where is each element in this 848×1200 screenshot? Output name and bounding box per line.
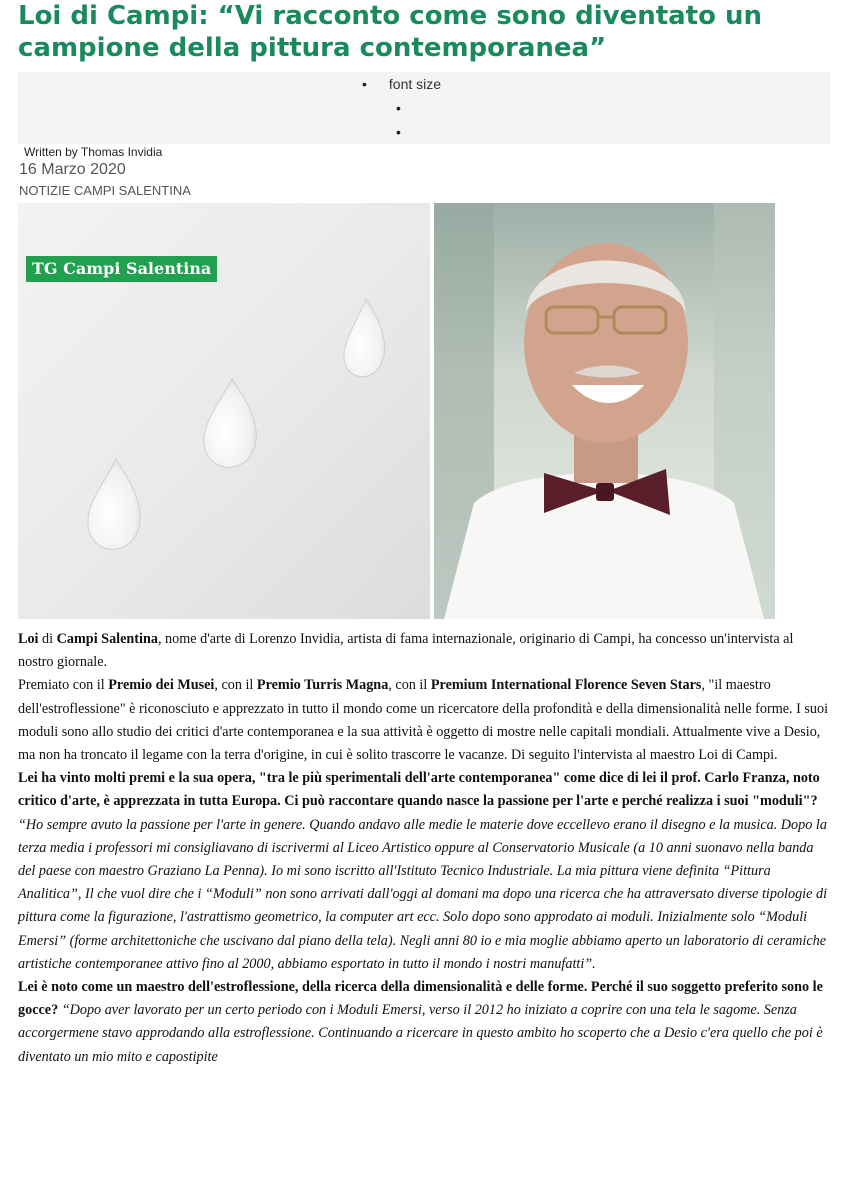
bold-text: Premio dei Musei bbox=[108, 677, 215, 694]
bullet-icon bbox=[396, 124, 401, 140]
interview-answer: “Dopo aver lavorato per un certo periodo con i Moduli Emersi, verso il 2012 ho iniziato a coprire con una tela le sagome. Senza accorgermene stavo approdando alla estroflessione. Continuando a ricercare in questo ambito ho scoperto che a Desio c'era quello che poi è diventato un mio mito e capostipite bbox=[18, 1002, 823, 1065]
body-text: , "il maestro dell'estroflessione" è riconosciuto e apprezzato in tutto il mondo come un ricercatore della profondità e della dimensionalità nelle forme. I suoi moduli sono allo studio dei critici d'arte contemporanea e la sua attività è oggetto di mostre nelle capitali mondiali. Attualmente vive a Desio, ma non ha troncato il legame con la terra d'origine, in cui è solito trascorre le vacanze. Di seguito l'intervista al maestro Loi di Campi. bbox=[18, 677, 829, 764]
article-paragraph bbox=[18, 628, 830, 674]
interview-question: Lei è noto come un maestro dell'estroflessione, della ricerca della dimensionalità e delle forme. Perché il suo soggetto preferito sono le gocce? bbox=[18, 979, 823, 1019]
drop-shape bbox=[204, 379, 256, 467]
drop-shape bbox=[88, 459, 140, 549]
drop-shape bbox=[344, 299, 385, 377]
article-paragraph bbox=[18, 767, 830, 976]
bold-text: Loi bbox=[18, 631, 39, 647]
drops-artwork-image bbox=[18, 203, 430, 619]
tg-campi-salentina-logo: TG Campi Salentina bbox=[26, 256, 217, 282]
interview-answer: “Ho sempre avuto la passione per l'arte in genere. Quando andavo alle medie le materie dove eccellevo erano il disegno e la musica. Dopo la terza media i professori mi consigliavano di iscrivermi al Liceo Artistico oppure al Conservatorio Musicale (a 10 anni suonavo nella banda del paese con maestro Graziano La Penna). Io mi sono iscritto all'Istituto Tecnico Industriale. La mia pittura viene definita “Pittura Analitica”, Il che vuol dire che i “Moduli” non sono arrivati dall'oggi al domani ma dopo una ricerca che ha attraversato diverse tipologie di pittura come la figurazione, l'astrattismo geometrico, la computer art ecc. Solo dopo sono approdato ai moduli. Inizialmente solo “Moduli Emersi” (forme architettoniche che uscivano dal piano della tela). Negli anni 80 io e mia moglie abbiamo aperto un laboratorio di ceramiche artistiche contemporanee attivo fino al 2000, abbiamo esportato in tutto il mondo i nostri manufatti”. bbox=[18, 816, 828, 972]
article-title: Loi di Campi: “Vi racconto come sono diventato un campione della pittura contemporanea” bbox=[18, 1, 763, 63]
article-paragraph bbox=[18, 976, 830, 1069]
font-size-menu-item[interactable] bbox=[362, 76, 441, 92]
article-paragraph bbox=[18, 674, 830, 767]
article-author: Written by Thomas Invidia bbox=[24, 145, 163, 159]
bullet-icon bbox=[396, 100, 401, 116]
body-text: , con il bbox=[388, 677, 431, 694]
article-date: 16 Marzo 2020 bbox=[19, 161, 126, 178]
font-size-decrease-item[interactable] bbox=[396, 124, 401, 140]
body-text: di bbox=[38, 631, 57, 647]
artist-portrait-photo bbox=[434, 203, 775, 619]
article-toolbar bbox=[18, 72, 830, 144]
bold-text: Campi Salentina bbox=[56, 631, 158, 647]
body-text: Premiato con il bbox=[18, 677, 109, 694]
bullet-icon bbox=[362, 76, 367, 92]
body-text: , con il bbox=[214, 677, 257, 694]
body-text: , nome d'arte di Lorenzo Invidia, artista di fama internazionale, originario di Campi, ha concesso un'intervista al nostro giornale. bbox=[18, 631, 794, 671]
font-size-label: font size bbox=[388, 76, 442, 92]
artist-portrait-illustration bbox=[434, 203, 775, 619]
bold-text: Premio Turris Magna bbox=[256, 677, 389, 694]
article-category: NOTIZIE CAMPI SALENTINA bbox=[19, 183, 191, 198]
article-body bbox=[18, 628, 830, 1069]
font-size-increase-item[interactable] bbox=[396, 100, 401, 116]
bold-text: Premium International Florence Seven Stars bbox=[430, 677, 702, 694]
interview-question: Lei ha vinto molti premi e la sua opera, "tra le più sperimentali dell'arte contemporanea" come dice di lei il prof. Carlo Franza, noto critico d'arte, è apprezzata in tutta Europa. Ci può raccontare quando nasce la passione per l'arte e perché realizza i suoi "moduli"? bbox=[18, 770, 820, 810]
